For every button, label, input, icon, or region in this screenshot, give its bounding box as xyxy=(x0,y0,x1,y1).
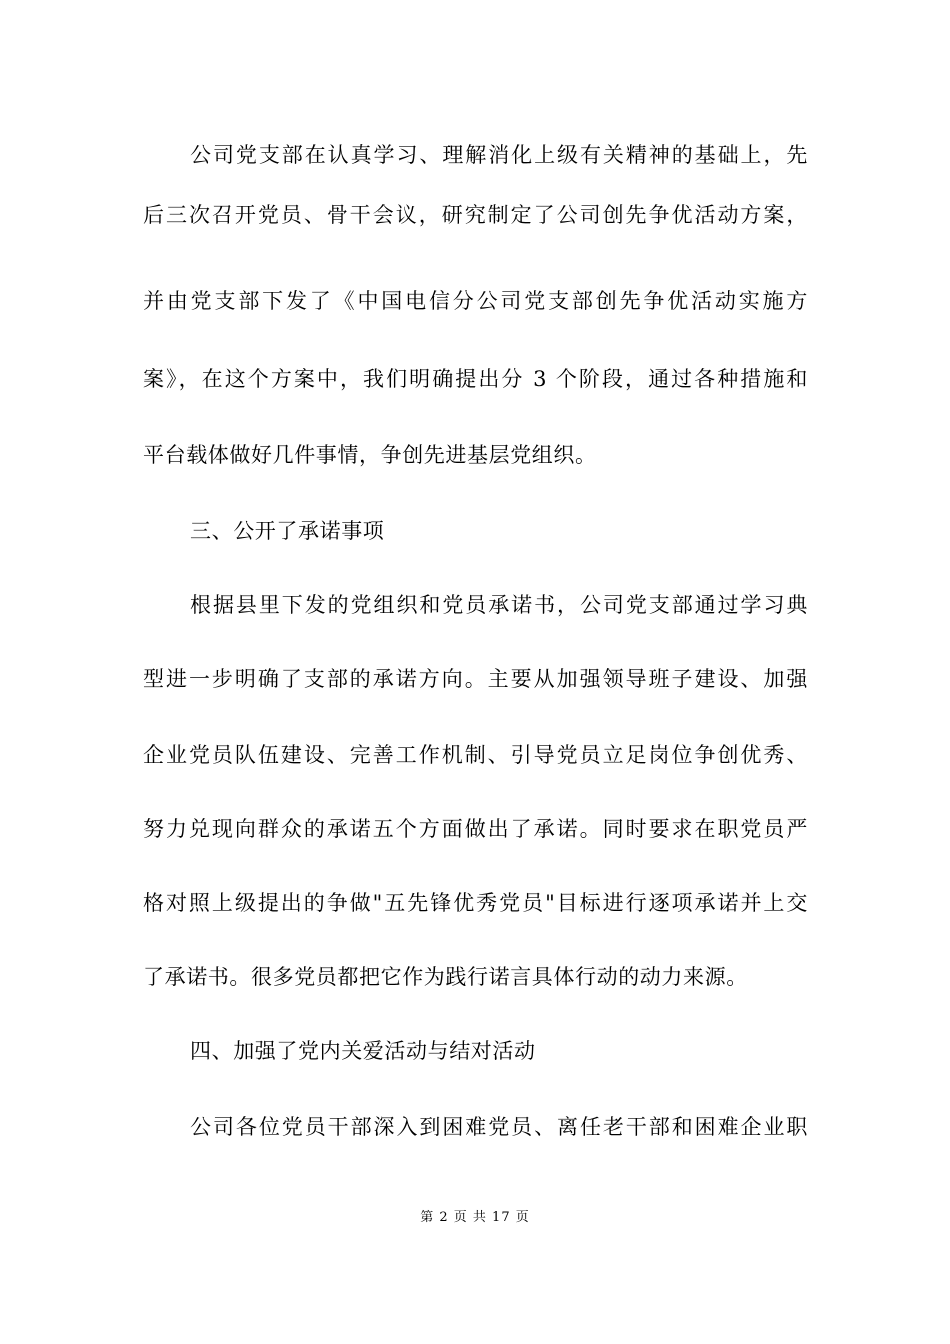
paragraph-1-line-5: 平台载体做好几件事情，争创先进基层党组织。 xyxy=(143,443,597,467)
page-number-footer: 第 2 页 共 17 页 xyxy=(420,1210,530,1225)
paragraph-2-line-6: 了承诺书。很多党员都把它作为践行诺言具体行动的动力来源。 xyxy=(143,965,748,989)
paragraph-2-line-5: 格对照上级提出的争做"五先锋优秀党员"目标进行逐项承诺并上交 xyxy=(143,891,808,915)
paragraph-3-line-1: 公司各位党员干部深入到困难党员、离任老干部和困难企业职 xyxy=(190,1115,808,1139)
paragraph-1-line-2: 后三次召开党员、骨干会议，研究制定了公司创先争优活动方案， xyxy=(143,203,808,227)
paragraph-2-line-4: 努力兑现向群众的承诺五个方面做出了承诺。同时要求在职党员严 xyxy=(143,817,808,841)
paragraph-1-line-3: 并由党支部下发了《中国电信分公司党支部创先争优活动实施方 xyxy=(143,289,808,313)
paragraph-2-line-3: 企业党员队伍建设、完善工作机制、引导党员立足岗位争创优秀、 xyxy=(143,743,808,767)
paragraph-2-line-2: 型进一步明确了支部的承诺方向。主要从加强领导班子建设、加强 xyxy=(143,667,808,691)
section-heading-4: 四、加强了党内关爱活动与结对活动 xyxy=(190,1039,536,1063)
section-heading-3: 三、公开了承诺事项 xyxy=(190,519,385,543)
paragraph-1-line-1: 公司党支部在认真学习、理解消化上级有关精神的基础上，先 xyxy=(190,143,808,167)
paragraph-1-line-4: 案》，在这个方案中，我们明确提出分 3 个阶段，通过各种措施和 xyxy=(143,367,808,391)
paragraph-2-line-1: 根据县里下发的党组织和党员承诺书，公司党支部通过学习典 xyxy=(190,593,808,617)
